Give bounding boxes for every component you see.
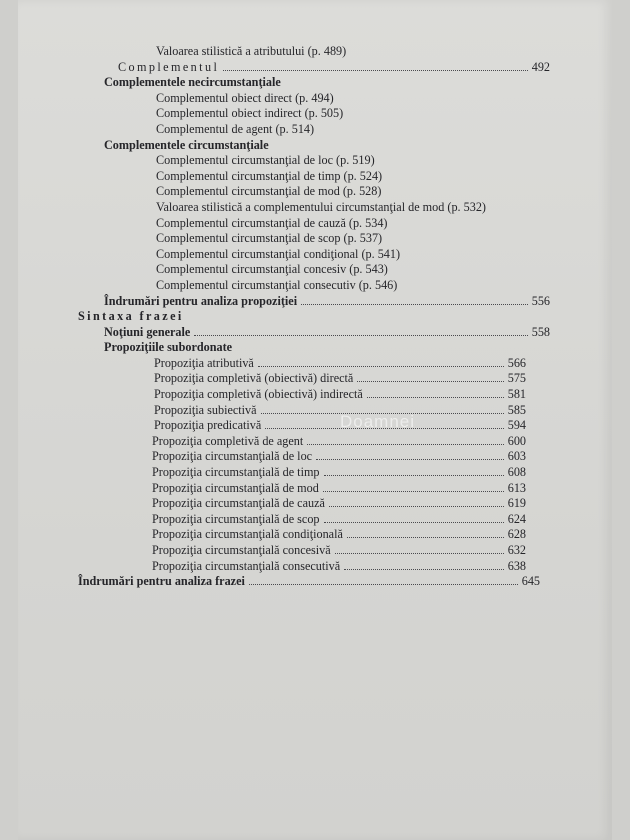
- dot-leader: [316, 459, 504, 460]
- toc-page-number: 608: [507, 465, 526, 480]
- dot-leader: [344, 569, 504, 570]
- toc-entry-title: Sintaxa frazei: [78, 309, 184, 324]
- toc-entry-title: Complementul circumstanţial consecutiv (p. 546): [156, 277, 398, 292]
- toc-entry: [18, 309, 612, 325]
- toc-entry-title: Complementul de agent (p. 514): [156, 121, 315, 136]
- toc-entry-title: Complementul obiect direct (p. 494): [156, 90, 334, 105]
- toc-entry-title: Complementul circumstanţial de cauză (p. 534): [156, 215, 388, 230]
- toc-entry-title: Propoziţia circumstanţială de timp: [152, 465, 320, 480]
- toc-entry-title: Propoziţiile subordonate: [104, 340, 233, 355]
- toc-entry: [18, 153, 612, 169]
- table-of-contents: [18, 44, 612, 590]
- toc-entry: [18, 418, 612, 434]
- toc-entry-title: Îndrumări pentru analiza frazei: [78, 574, 245, 589]
- toc-entry: [18, 527, 612, 543]
- toc-entry-title: Propoziţia completivă (obiectivă) indirectă: [154, 387, 363, 402]
- toc-entry: [18, 387, 612, 403]
- toc-entry: [18, 481, 612, 497]
- toc-page-number: 632: [507, 543, 526, 557]
- toc-entry-title: Propoziţia circumstanţială condiţională: [152, 527, 343, 542]
- toc-page-number: 594: [507, 418, 526, 433]
- toc-page-number: 600: [507, 433, 526, 448]
- toc-entry: [18, 138, 612, 154]
- toc-entry: [18, 184, 612, 200]
- toc-page-number: 575: [507, 371, 526, 386]
- toc-entry-title: Valoarea stilistică a atributului (p. 489): [156, 44, 347, 58]
- dot-leader: [347, 537, 504, 538]
- toc-entry-title: Complementul circumstanţial de scop (p. 537): [156, 231, 383, 246]
- toc-entry: [18, 247, 612, 263]
- toc-page-number: 603: [507, 449, 526, 464]
- toc-entry-title: Complementul: [118, 59, 220, 74]
- toc-entry-title: Propoziţia circumstanţială de mod: [152, 480, 319, 495]
- dot-leader: [223, 70, 527, 71]
- toc-entry: [18, 91, 612, 107]
- toc-entry: [18, 44, 612, 60]
- toc-entry: [18, 262, 612, 278]
- toc-page-number: 628: [507, 527, 526, 542]
- toc-entry: [18, 449, 612, 465]
- toc-entry-title: Propoziţia predicativă: [154, 418, 262, 433]
- toc-page-number: 613: [507, 480, 526, 495]
- toc-entry: [18, 60, 612, 76]
- toc-page-number: 619: [507, 496, 526, 511]
- toc-entry: [18, 512, 612, 528]
- toc-entry-title: Complementul circumstanţial de timp (p. 524): [156, 168, 383, 183]
- toc-entry-title: Complementul circumstanţial concesiv (p. 543): [156, 262, 388, 277]
- dot-leader: [367, 397, 504, 398]
- toc-entry-title: Propoziţia atributivă: [154, 355, 254, 370]
- toc-entry-title: Propoziţia subiectivă: [154, 402, 257, 417]
- toc-entry: [18, 356, 612, 372]
- toc-entry: [18, 434, 612, 450]
- book-page: [18, 0, 612, 840]
- toc-entry-title: Propoziţia circumstanţială de cauză: [152, 496, 325, 511]
- toc-entry-title: Propoziţia circumstanţială de loc: [152, 449, 313, 464]
- toc-entry-title: Complementul obiect indirect (p. 505): [156, 106, 344, 121]
- toc-entry-title: Propoziţia completivă (obiectivă) directă: [154, 371, 354, 386]
- toc-entry-title: Valoarea stilistică a complementului circumstanţial de mod (p. 532): [156, 199, 486, 214]
- toc-entry: [18, 75, 612, 91]
- dot-leader: [307, 444, 503, 445]
- toc-entry: [18, 122, 612, 138]
- toc-page-number: 581: [507, 387, 526, 402]
- dot-leader: [301, 304, 528, 305]
- toc-entry-title: Propoziţia circumstanţială concesivă: [152, 543, 331, 557]
- toc-page-number: 585: [507, 402, 526, 417]
- toc-page-number: 558: [531, 324, 550, 339]
- toc-entry-title: Complementul circumstanţial de mod (p. 528): [156, 184, 382, 199]
- dot-leader: [249, 584, 518, 585]
- toc-entry: [18, 231, 612, 247]
- toc-entry: [18, 106, 612, 122]
- toc-entry-title: Propoziţia completivă de agent: [152, 433, 304, 448]
- dot-leader: [357, 381, 503, 382]
- toc-entry: [18, 496, 612, 512]
- toc-entry: [18, 340, 612, 356]
- toc-entry-title: Complementul circumstanţial condiţional (p. 541): [156, 246, 401, 261]
- toc-entry: [18, 325, 612, 341]
- dot-leader: [324, 475, 504, 476]
- dot-leader: [194, 335, 527, 336]
- toc-entry: [18, 216, 612, 232]
- dot-leader: [335, 553, 504, 554]
- toc-entry: [18, 559, 612, 575]
- toc-entry: [18, 465, 612, 481]
- toc-page-number: 645: [521, 574, 540, 589]
- dot-leader: [323, 491, 504, 492]
- toc-entry-title: Complementul circumstanţial de loc (p. 519): [156, 153, 375, 168]
- toc-entry-title: Propoziţia circumstanţială consecutivă: [152, 558, 341, 573]
- toc-entry: [18, 403, 612, 419]
- toc-page-number: 638: [507, 558, 526, 573]
- toc-entry-title: Propoziţia circumstanţială de scop: [152, 511, 320, 526]
- dot-leader: [258, 366, 504, 367]
- toc-entry-title: Complementele necircumstanţiale: [104, 75, 281, 90]
- toc-entry-title: Complementele circumstanţiale: [104, 137, 269, 152]
- toc-entry: [18, 371, 612, 387]
- dot-leader: [324, 522, 504, 523]
- toc-entry-title: Noţiuni generale: [104, 324, 191, 339]
- toc-entry: [18, 543, 612, 559]
- dot-leader: [329, 506, 504, 507]
- toc-entry: [18, 294, 612, 310]
- toc-page-number: 624: [507, 511, 526, 526]
- toc-page-number: 492: [531, 59, 550, 74]
- toc-entry: [18, 169, 612, 185]
- toc-page-number: 566: [507, 355, 526, 370]
- watermark: Doamnei: [340, 412, 416, 431]
- toc-entry-title: Îndrumări pentru analiza propoziţiei: [104, 293, 298, 308]
- toc-entry: [18, 200, 612, 216]
- toc-page-number: 556: [531, 293, 550, 308]
- toc-entry: [18, 574, 612, 590]
- toc-entry: [18, 278, 612, 294]
